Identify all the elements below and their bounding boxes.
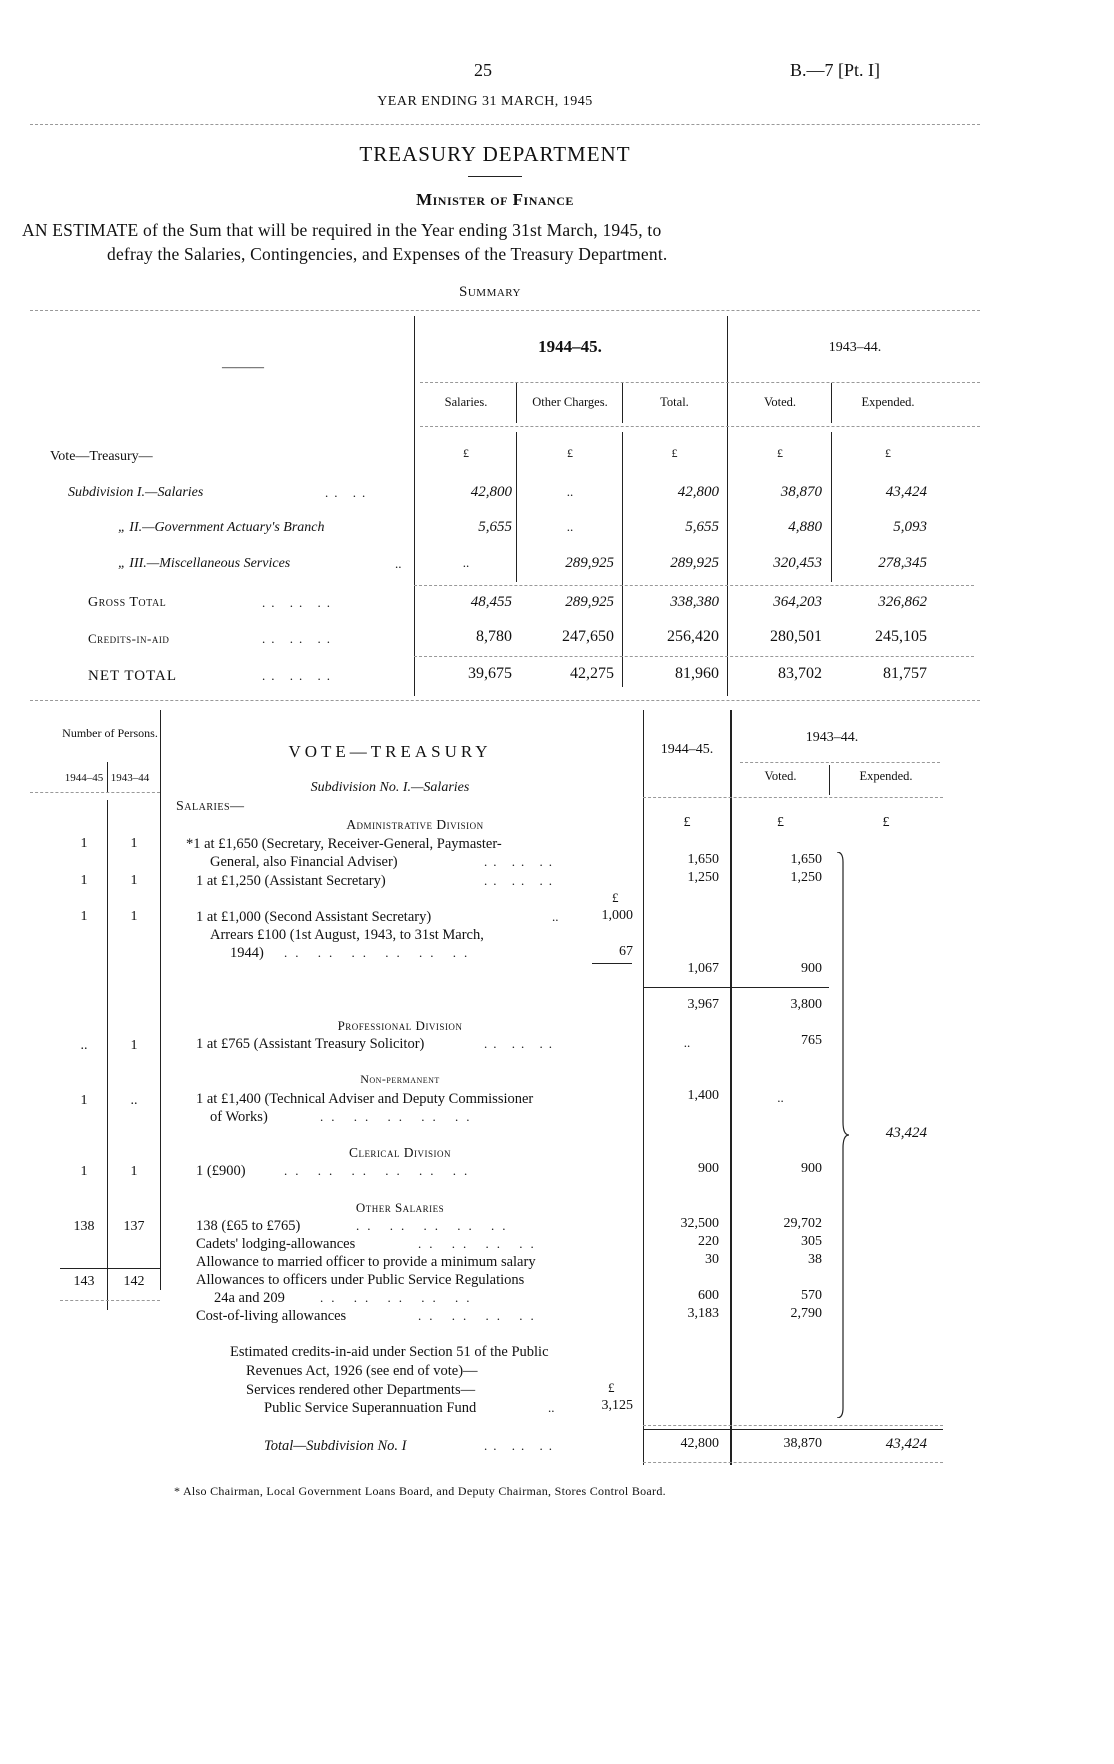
pound-sign: £ — [612, 890, 619, 905]
summary-cell: 42,275 — [570, 665, 614, 682]
column-header-voted: Voted. — [764, 769, 797, 783]
estimate-line-2: defray the Salaries, Contingencies, and Expenses of the Treasury Department. — [107, 244, 668, 264]
page-number: 25 — [474, 60, 492, 80]
amount-1943: 38 — [808, 1252, 822, 1267]
item-text: 1 at £765 (Assistant Treasury Solicitor) — [196, 1036, 425, 1052]
amount-1943: 29,702 — [783, 1216, 822, 1231]
vote-subtitle: Subdivision No. I.—Salaries — [310, 780, 470, 795]
item-text: 1 at £1,400 (Technical Adviser and Deputy Commissioner — [196, 1091, 534, 1107]
summary-cell: 83,702 — [778, 665, 822, 682]
credits-text: Public Service Superannuation Fund — [264, 1400, 477, 1416]
estimate-line-1: AN ESTIMATE of the Sum that will be required in the Year ending 31st March, 1945, to — [22, 220, 662, 240]
minister-heading: Minister of Finance — [416, 190, 574, 209]
summary-cell: 364,203 — [773, 594, 822, 610]
summary-cell: 5,093 — [893, 519, 927, 535]
amount-1944: 220 — [698, 1234, 719, 1249]
summary-cell: 8,780 — [476, 628, 512, 645]
pound-sign: £ — [463, 446, 469, 460]
column-header-salaries: Salaries. — [444, 395, 488, 409]
item-text: *1 at £1,650 (Secretary, Receiver-General, Paymaster- — [186, 836, 502, 852]
amount-1944: 600 — [698, 1288, 719, 1303]
vote-label: Vote—Treasury— — [50, 449, 153, 464]
amount-1943: 900 — [801, 961, 822, 976]
item-text: 1 at £1,000 (Second Assistant Secretary) — [196, 909, 432, 925]
summary-cell: 39,675 — [468, 665, 512, 682]
amount-1944: 30 — [705, 1252, 719, 1267]
pound-sign: £ — [567, 446, 573, 460]
persons-year-1944: 1944–45 — [64, 772, 104, 784]
summary-cell: 81,960 — [675, 665, 719, 682]
credits-text: Estimated credits-in-aid under Section 51 of the Public — [230, 1344, 549, 1360]
summary-cell: 42,800 — [677, 484, 719, 500]
amount-1943: 1,250 — [790, 870, 822, 885]
item-text: Cost-of-living allowances — [196, 1308, 347, 1324]
summary-cell: 320,453 — [773, 555, 822, 571]
summary-cell: 5,655 — [685, 519, 719, 535]
subdivision-total-label: Total—Subdivision No. I — [264, 1438, 407, 1454]
sub-amount: 67 — [619, 944, 633, 959]
clerical-division-heading: Clerical Division — [348, 1145, 452, 1160]
persons-cell: 1 — [130, 873, 138, 888]
column-header-voted: Voted. — [763, 395, 797, 409]
salaries-heading: Salaries— — [176, 799, 245, 814]
summary-group-1944: 1944–45. — [538, 337, 602, 356]
persons-header: Number of Persons. — [62, 726, 158, 740]
summary-cell: .. — [566, 484, 574, 499]
persons-total: 142 — [123, 1274, 145, 1289]
persons-cell: 1 — [130, 1038, 138, 1053]
summary-header-dash: ——— — [222, 360, 264, 375]
amount-1943: 3,800 — [790, 997, 822, 1012]
pound-sign: £ — [671, 446, 678, 460]
amount-1943: 1,650 — [790, 852, 822, 867]
summary-cell: 280,501 — [770, 628, 822, 645]
other-salaries-heading: Other Salaries — [355, 1200, 445, 1215]
item-text: Cadets' lodging-allowances — [196, 1236, 356, 1252]
item-text: Arrears £100 (1st August, 1943, to 31st March, — [210, 927, 484, 943]
summary-cell: 289,925 — [670, 555, 719, 571]
item-text: Allowance to married officer to provide a minimum salary — [196, 1254, 536, 1270]
document-reference: B.—7 [Pt. I] — [790, 60, 880, 80]
summary-cell: 48,455 — [470, 594, 512, 610]
footnote: * Also Chairman, Local Government Loans Board, and Deputy Chairman, Stores Control Board. — [174, 1484, 666, 1498]
pound-sign: £ — [777, 446, 783, 460]
amount-1944: 1,400 — [687, 1088, 719, 1103]
credits-text: Services rendered other Departments— — [246, 1382, 476, 1398]
sub-amount: 1,000 — [601, 908, 633, 923]
summary-cell: 5,655 — [478, 519, 512, 535]
persons-cell: 1 — [130, 1164, 138, 1179]
amount-1943: 765 — [801, 1033, 822, 1048]
summary-row-label: Subdivision I.—Salaries — [68, 485, 204, 500]
summary-row-label: Gross Total — [88, 595, 167, 610]
summary-cell: .. — [462, 555, 470, 570]
item-text: of Works) — [210, 1109, 268, 1125]
item-text: Allowances to officers under Public Service Regulations — [196, 1272, 525, 1288]
amount-1944: 1,650 — [687, 852, 719, 867]
brace-expended-total: 43,424 — [885, 1125, 927, 1141]
summary-cell: 81,757 — [883, 665, 927, 682]
persons-cell: 1 — [130, 909, 138, 924]
non-permanent-heading: Non-permanent — [360, 1072, 440, 1086]
total-1944: 42,800 — [680, 1436, 719, 1451]
summary-row-label: Credits-in-aid — [88, 631, 170, 646]
amount-1943: 305 — [801, 1234, 822, 1249]
summary-row-label: „ II.—Government Actuary's Branch — [118, 520, 325, 535]
summary-cell: 338,380 — [670, 594, 719, 610]
total-voted: 38,870 — [783, 1436, 822, 1451]
persons-cell: 1 — [130, 836, 138, 851]
column-header-expended: Expended. — [859, 769, 913, 783]
amount-1944: .. — [683, 1035, 691, 1050]
department-title: TREASURY DEPARTMENT — [359, 142, 631, 166]
amount-1944: 3,183 — [687, 1306, 719, 1321]
persons-cell: 1 — [80, 1164, 88, 1179]
amount-1943: 900 — [801, 1161, 822, 1176]
summary-cell: 247,650 — [562, 628, 614, 645]
persons-cell: .. — [80, 1038, 88, 1053]
item-text: 1944) — [230, 945, 264, 961]
summary-cell: 326,862 — [878, 594, 927, 610]
column-header-1943: 1943–44. — [805, 730, 859, 745]
year-heading: YEAR ENDING 31 MARCH, 1945 — [377, 94, 593, 109]
summary-cell: 43,424 — [885, 484, 927, 500]
amount-1944: 1,250 — [687, 870, 719, 885]
persons-cell: 137 — [123, 1219, 145, 1234]
persons-total: 143 — [73, 1274, 95, 1289]
column-header-1944: 1944–45. — [660, 742, 714, 757]
amount-1944: 3,967 — [687, 997, 719, 1012]
persons-year-1943: 1943–44 — [110, 772, 150, 784]
summary-cell: 289,925 — [565, 555, 614, 571]
item-text: 138 (£65 to £765) — [196, 1218, 301, 1234]
pound-sign: £ — [683, 815, 691, 830]
pound-sign: £ — [777, 815, 784, 830]
summary-cell: 289,925 — [565, 594, 614, 610]
amount-1944: 32,500 — [680, 1216, 719, 1231]
column-header-total: Total. — [660, 395, 689, 409]
total-expended: 43,424 — [885, 1436, 927, 1452]
summary-cell: 256,420 — [667, 628, 719, 645]
credits-amount: 3,125 — [601, 1398, 633, 1413]
persons-cell: 138 — [73, 1219, 95, 1234]
admin-division-heading: Administrative Division — [346, 817, 484, 832]
item-text: 1 (£900) — [196, 1163, 246, 1179]
summary-cell: 245,105 — [875, 628, 927, 645]
persons-cell: .. — [130, 1093, 138, 1108]
persons-cell: 1 — [80, 873, 88, 888]
summary-cell: 278,345 — [878, 555, 927, 571]
pound-sign: £ — [608, 1380, 615, 1395]
item-text: 1 at £1,250 (Assistant Secretary) — [196, 873, 386, 889]
summary-cell: 42,800 — [470, 484, 512, 500]
summary-cell: 38,870 — [780, 484, 822, 500]
credits-text: Revenues Act, 1926 (see end of vote)— — [246, 1363, 478, 1379]
persons-cell: 1 — [80, 1093, 88, 1108]
amount-1944: 1,067 — [687, 961, 719, 976]
column-header-expended: Expended. — [861, 395, 915, 409]
item-text: General, also Financial Adviser) — [210, 854, 398, 870]
summary-row-label: „ III.—Miscellaneous Services — [118, 556, 291, 571]
item-text: 24a and 209 — [214, 1290, 285, 1306]
persons-cell: 1 — [80, 909, 88, 924]
persons-cell: 1 — [80, 836, 88, 851]
professional-division-heading: Professional Division — [337, 1018, 463, 1033]
summary-row-label: NET TOTAL — [88, 668, 178, 684]
amount-1943: .. — [777, 1090, 784, 1105]
summary-cell: 4,880 — [788, 519, 822, 535]
pound-sign: £ — [885, 446, 891, 460]
summary-cell: .. — [566, 519, 574, 534]
amount-1943: 570 — [801, 1288, 822, 1303]
amount-1943: 2,790 — [790, 1306, 822, 1321]
amount-1944: 900 — [698, 1161, 719, 1176]
summary-title: Summary — [459, 284, 521, 300]
column-header-other-charges: Other Charges. — [532, 395, 608, 409]
vote-title: VOTE—TREASURY — [288, 742, 492, 761]
pound-sign: £ — [882, 815, 890, 830]
summary-group-1943: 1943–44. — [828, 340, 882, 355]
